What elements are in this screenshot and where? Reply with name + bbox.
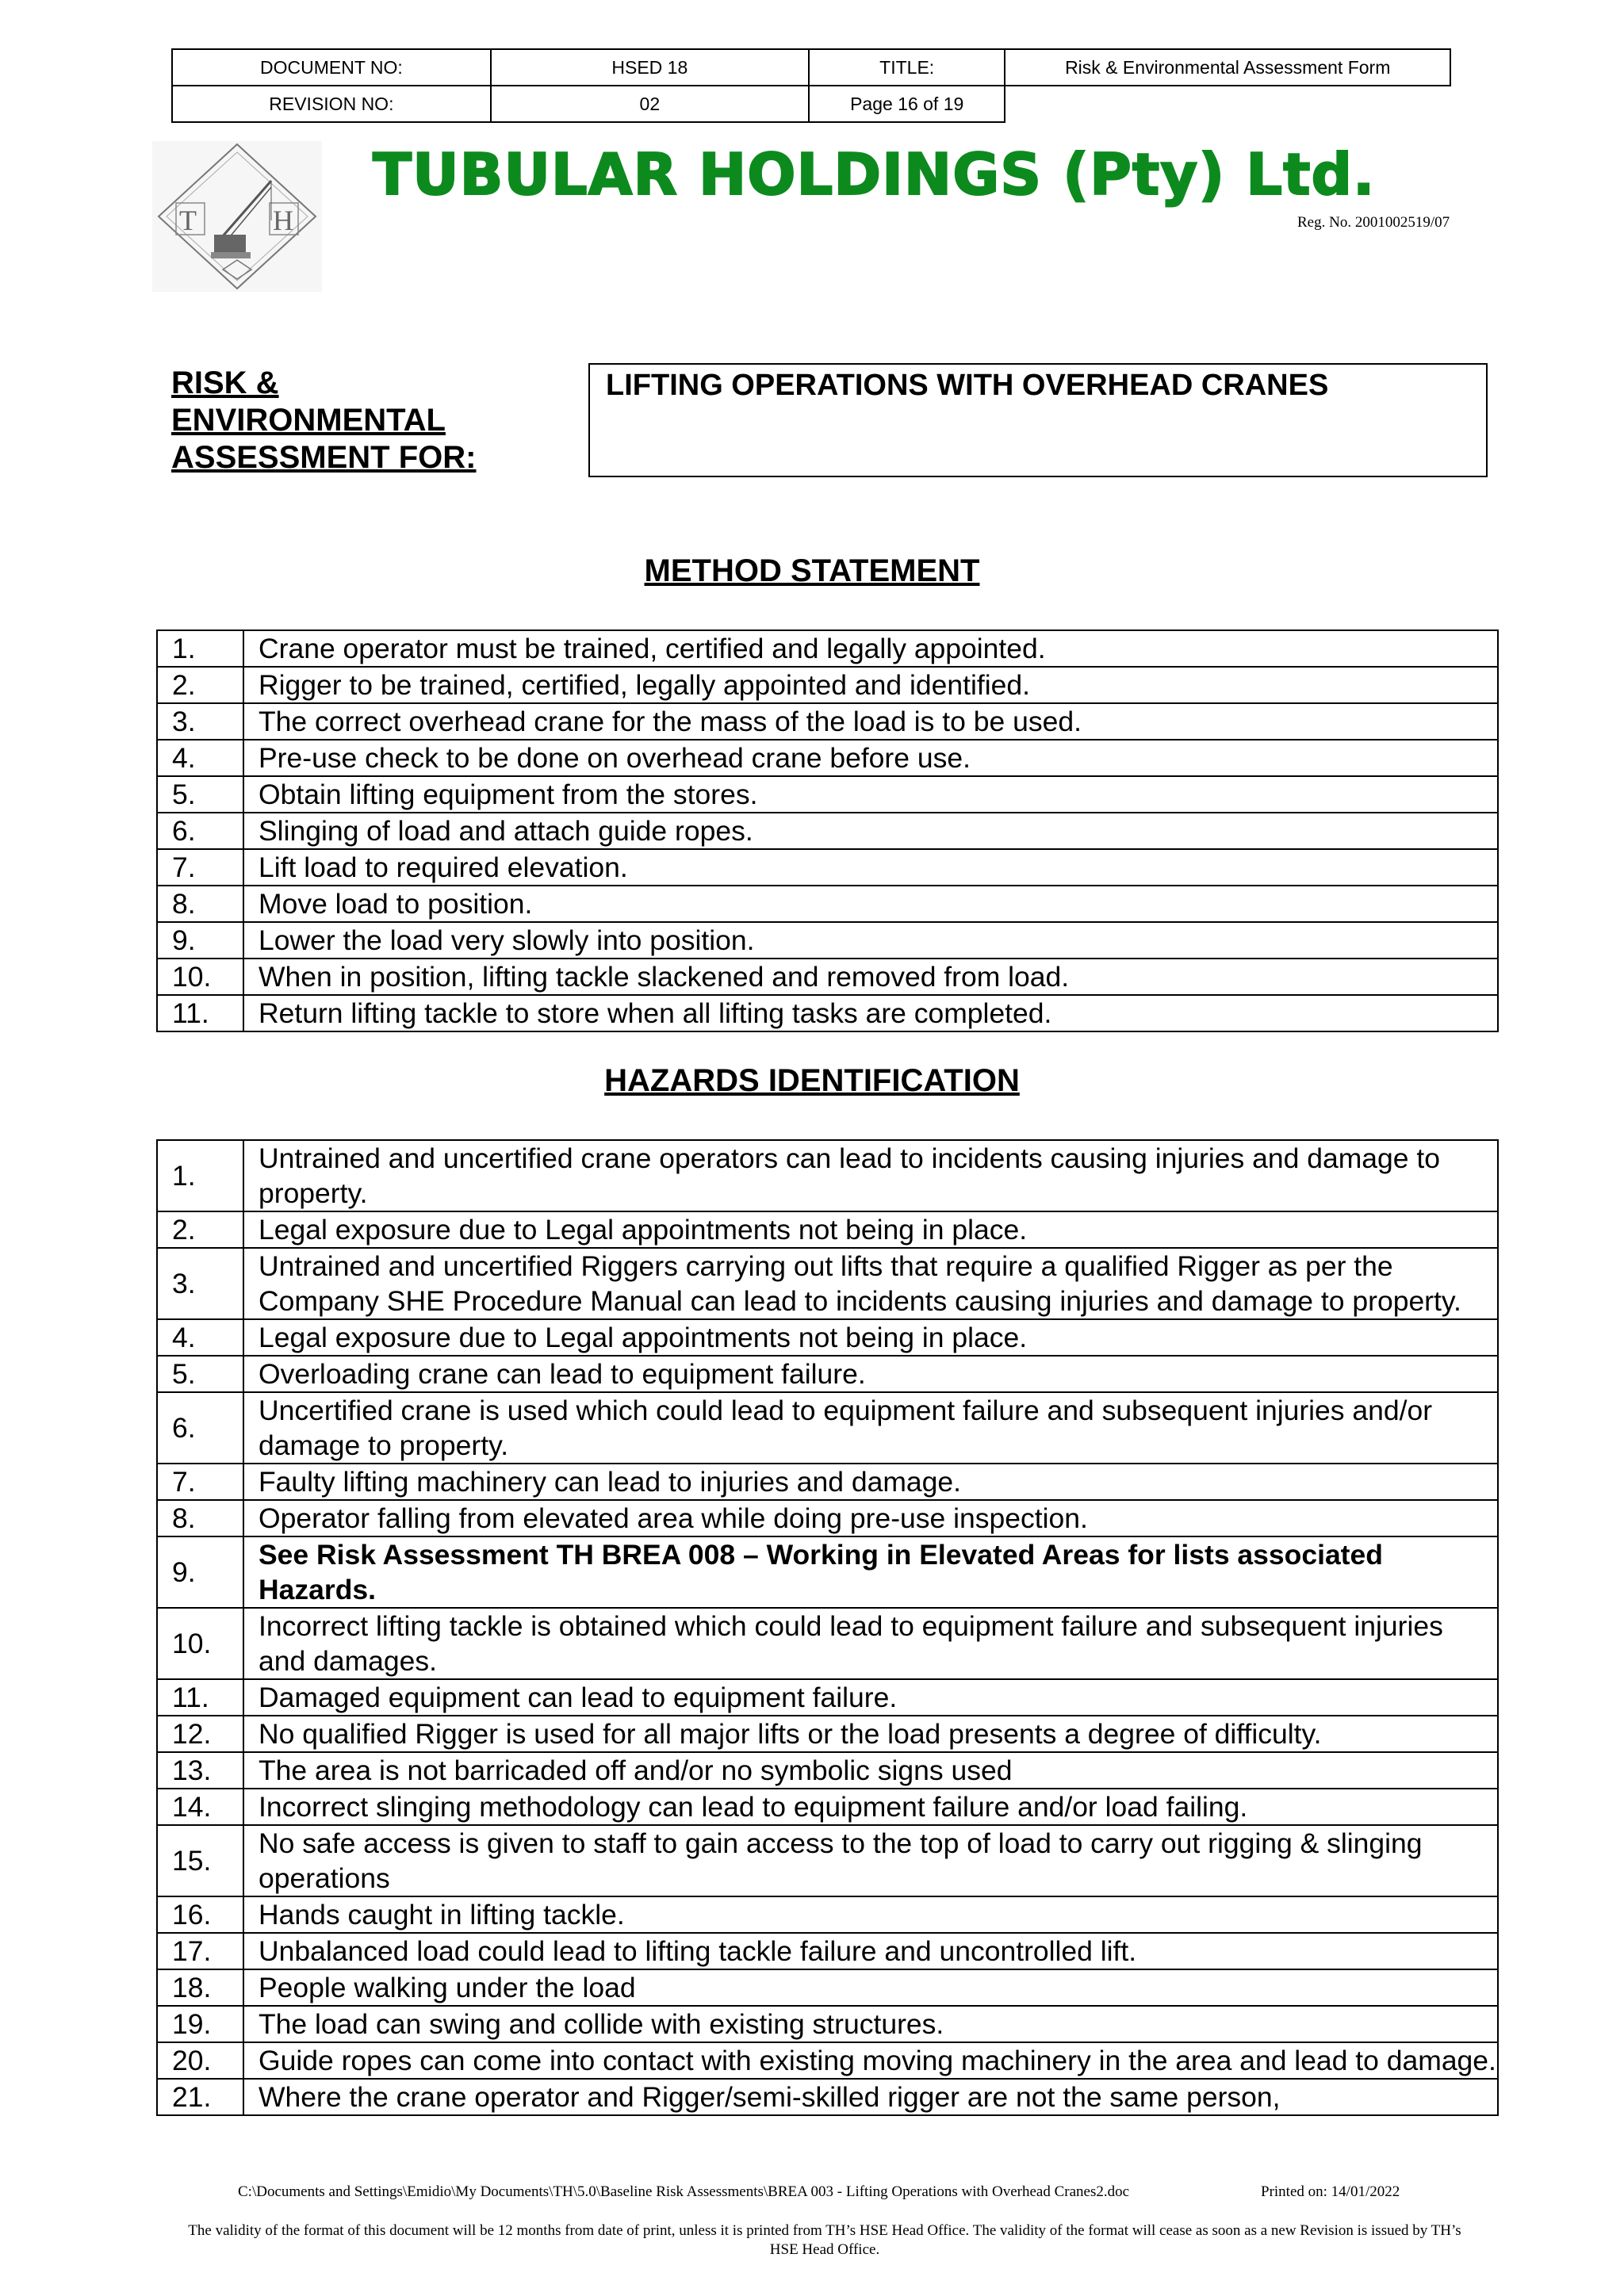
table-row <box>157 2006 1498 2042</box>
item-number: 2. <box>157 1211 243 1248</box>
item-number: 12. <box>157 1716 243 1752</box>
item-text: Where the crane operator and Rigger/semi-skilled rigger are not the same person, <box>243 2079 1498 2115</box>
table-row <box>157 1933 1498 1969</box>
item-text: When in position, lifting tackle slackened and removed from load. <box>243 959 1498 995</box>
title-label: TITLE: <box>809 49 1005 86</box>
item-number: 7. <box>157 1464 243 1500</box>
item-number: 17. <box>157 1933 243 1969</box>
item-number: 6. <box>157 813 243 849</box>
table-row <box>157 1140 1498 1211</box>
table-row <box>157 1392 1498 1464</box>
assessment-label-line: ASSESSMENT FOR: <box>171 440 477 475</box>
table-row <box>157 703 1498 740</box>
item-text: Untrained and uncertified Riggers carrying out lifts that require a qualified Rigger as per the Company SHE Procedure Manual can lead to incidents causing injuries and damage to property. <box>243 1248 1498 1319</box>
item-number: 13. <box>157 1752 243 1789</box>
item-number: 1. <box>157 1140 243 1211</box>
table-row <box>157 1536 1498 1608</box>
table-row <box>157 1752 1498 1789</box>
item-text: The area is not barricaded off and/or no symbolic signs used <box>243 1752 1498 1789</box>
item-number: 21. <box>157 2079 243 2115</box>
table-row <box>157 776 1498 813</box>
item-number: 14. <box>157 1789 243 1825</box>
document-control-table <box>171 48 1451 123</box>
item-number: 1. <box>157 630 243 667</box>
item-number: 7. <box>157 849 243 886</box>
hazards-table <box>156 1139 1499 2116</box>
item-number: 4. <box>157 740 243 776</box>
table-row <box>157 2042 1498 2079</box>
item-text: Hands caught in lifting tackle. <box>243 1896 1498 1933</box>
item-text: Uncertified crane is used which could lead to equipment failure and subsequent injuries and/or damage to property. <box>243 1392 1498 1464</box>
item-number: 9. <box>157 1536 243 1608</box>
footer-file-path: C:\Documents and Settings\Emidio\My Documents\TH\5.0\Baseline Risk Assessments\BREA 003 - Lifting Operations with Overhead Cranes2.doc <box>238 2183 1130 2200</box>
item-text: Damaged equipment can lead to equipment failure. <box>243 1679 1498 1716</box>
table-row <box>157 740 1498 776</box>
item-text: Lift load to required elevation. <box>243 849 1498 886</box>
item-text: People walking under the load <box>243 1969 1498 2006</box>
table-row <box>157 1500 1498 1536</box>
table-row <box>157 1248 1498 1319</box>
item-number: 3. <box>157 703 243 740</box>
table-row <box>157 922 1498 959</box>
item-number: 5. <box>157 776 243 813</box>
item-text: See Risk Assessment TH BREA 008 – Working in Elevated Areas for lists associated Hazards. <box>243 1536 1498 1608</box>
table-row <box>157 849 1498 886</box>
table-row <box>157 1679 1498 1716</box>
item-text: Slinging of load and attach guide ropes. <box>243 813 1498 849</box>
item-text: Operator falling from elevated area while doing pre-use inspection. <box>243 1500 1498 1536</box>
item-number: 16. <box>157 1896 243 1933</box>
footer-printed-date: Printed on: 14/01/2022 <box>1261 2183 1400 2200</box>
table-row <box>157 995 1498 1031</box>
item-number: 5. <box>157 1356 243 1392</box>
item-text: Pre-use check to be done on overhead crane before use. <box>243 740 1498 776</box>
crane-logo-icon <box>152 141 322 292</box>
table-row <box>157 959 1498 995</box>
title-value: Risk & Environmental Assessment Form <box>1005 49 1450 86</box>
item-number: 11. <box>157 995 243 1031</box>
item-text: Move load to position. <box>243 886 1498 922</box>
logo-letter-h: H <box>273 205 293 236</box>
table-row <box>157 630 1498 667</box>
item-text: The correct overhead crane for the mass of the load is to be used. <box>243 703 1498 740</box>
table-row <box>157 886 1498 922</box>
item-text: Unbalanced load could lead to lifting tackle failure and uncontrolled lift. <box>243 1933 1498 1969</box>
item-number: 18. <box>157 1969 243 2006</box>
item-text: No safe access is given to staff to gain access to the top of load to carry out rigging & slinging operations <box>243 1825 1498 1896</box>
company-logo <box>152 141 322 292</box>
logo-letter-t: T <box>179 205 197 236</box>
table-row <box>157 1464 1498 1500</box>
table-row <box>157 1608 1498 1679</box>
item-text: Crane operator must be trained, certified and legally appointed. <box>243 630 1498 667</box>
method-statement-table <box>156 629 1499 1032</box>
revision-value: 02 <box>491 86 809 122</box>
item-text: Lower the load very slowly into position. <box>243 922 1498 959</box>
item-text: Guide ropes can come into contact with existing moving machinery in the area and lead to damage. <box>243 2042 1498 2079</box>
table-row <box>157 1789 1498 1825</box>
assessment-title: LIFTING OPERATIONS WITH OVERHEAD CRANES <box>606 369 1329 402</box>
revision-label: REVISION NO: <box>172 86 491 122</box>
item-number: 19. <box>157 2006 243 2042</box>
item-text: Incorrect slinging methodology can lead to equipment failure and/or load failing. <box>243 1789 1498 1825</box>
item-number: 8. <box>157 1500 243 1536</box>
table-row <box>157 1211 1498 1248</box>
item-text: Return lifting tackle to store when all lifting tasks are completed. <box>243 995 1498 1031</box>
table-row <box>157 813 1498 849</box>
item-text: Rigger to be trained, certified, legally appointed and identified. <box>243 667 1498 703</box>
item-number: 4. <box>157 1319 243 1356</box>
method-statement-heading: METHOD STATEMENT <box>644 553 980 588</box>
table-row <box>157 1319 1498 1356</box>
item-number: 6. <box>157 1392 243 1464</box>
table-row <box>157 1896 1498 1933</box>
item-number: 8. <box>157 886 243 922</box>
item-number: 20. <box>157 2042 243 2079</box>
page-number: Page 16 of 19 <box>809 86 1005 122</box>
item-number: 10. <box>157 959 243 995</box>
item-number: 15. <box>157 1825 243 1896</box>
doc-no-value: HSED 18 <box>491 49 809 86</box>
table-row <box>157 1825 1498 1896</box>
item-text: Untrained and uncertified crane operators can lead to incidents causing injuries and damage to property. <box>243 1140 1498 1211</box>
item-number: 10. <box>157 1608 243 1679</box>
item-number: 2. <box>157 667 243 703</box>
company-name: TUBULAR HOLDINGS (Pty) Ltd. <box>373 141 1376 208</box>
blank-cell <box>1005 86 1450 122</box>
table-row <box>157 1716 1498 1752</box>
item-number: 11. <box>157 1679 243 1716</box>
doc-no-label: DOCUMENT NO: <box>172 49 491 86</box>
assessment-label-line: ENVIRONMENTAL <box>171 403 446 438</box>
assessment-label-line: RISK & <box>171 365 279 400</box>
table-row <box>157 667 1498 703</box>
hazards-heading: HAZARDS IDENTIFICATION <box>604 1063 1020 1098</box>
registration-number: Reg. No. 2001002519/07 <box>1297 214 1450 231</box>
item-text: Obtain lifting equipment from the stores. <box>243 776 1498 813</box>
item-number: 3. <box>157 1248 243 1319</box>
item-text: Incorrect lifting tackle is obtained which could lead to equipment failure and subsequent injuries and damages. <box>243 1608 1498 1679</box>
footer-validity-note: The validity of the format of this document will be 12 months from date of print, unless it is printed from TH’s HSE Head Office. The validity of the format will cease as soon as a new Revision is issued by TH’s HSE Head Office. <box>188 2222 1461 2258</box>
assessment-title-box <box>588 363 1488 477</box>
table-row <box>157 1356 1498 1392</box>
item-text: Overloading crane can lead to equipment failure. <box>243 1356 1498 1392</box>
item-text: Legal exposure due to Legal appointments not being in place. <box>243 1211 1498 1248</box>
assessment-label <box>171 365 520 476</box>
item-text: Legal exposure due to Legal appointments not being in place. <box>243 1319 1498 1356</box>
item-text: Faulty lifting machinery can lead to injuries and damage. <box>243 1464 1498 1500</box>
item-text: No qualified Rigger is used for all major lifts or the load presents a degree of difficulty. <box>243 1716 1498 1752</box>
item-number: 9. <box>157 922 243 959</box>
table-row <box>157 2079 1498 2115</box>
item-text: The load can swing and collide with existing structures. <box>243 2006 1498 2042</box>
table-row <box>157 1969 1498 2006</box>
